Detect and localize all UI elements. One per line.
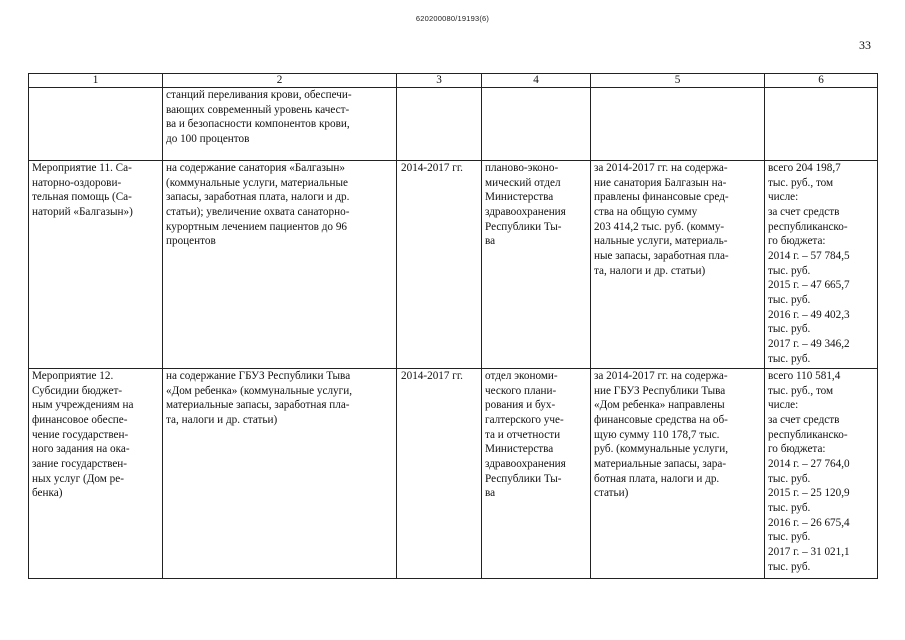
period-cell bbox=[397, 88, 482, 161]
column-number: 1 bbox=[29, 74, 163, 88]
column-number: 5 bbox=[591, 74, 765, 88]
table-row bbox=[29, 369, 878, 579]
table-row bbox=[29, 88, 878, 161]
table-row bbox=[29, 161, 878, 369]
period-cell: 2014-2017 гг. bbox=[397, 161, 482, 369]
column-number-row bbox=[29, 74, 878, 88]
measure-name-cell bbox=[29, 88, 163, 161]
executor-cell: планово-эконо- мический отдел Министерства здравоохранения Республики Ты- ва bbox=[482, 161, 591, 369]
expected-result-cell: на содержание санатория «Балгазын» (коммунальные услуги, материальные запасы, заработная плата, налоги и др. статьи); увеличение охвата санаторно- курортным лечением пациентов до 96 процентов bbox=[163, 161, 397, 369]
funding-cell bbox=[765, 88, 878, 161]
program-measures-table bbox=[28, 73, 878, 579]
execution-info-cell: за 2014-2017 гг. на содержа- ние ГБУЗ Республики Тыва «Дом ребенка» направлены финансовые средства на об- щую сумму 110 178,7 тыс. руб. (коммунальные услуги, материальные запасы, зара- ботная плата, налоги и др. статьи) bbox=[591, 369, 765, 579]
document-id: 620200080/19193(6) bbox=[415, 14, 490, 23]
measure-name-cell: Мероприятие 12. Субсидии бюджет- ным учреждениям на финансовое обеспе- чение государствен- ного задания на ока- зание государствен- ных услуг (Дом ре- бенка) bbox=[29, 369, 163, 579]
column-number: 2 bbox=[163, 74, 397, 88]
expected-result-cell: на содержание ГБУЗ Республики Тыва «Дом ребенка» (коммунальные услуги, материальные запасы, заработная пла- та, налоги и др. статьи) bbox=[163, 369, 397, 579]
period-cell: 2014-2017 гг. bbox=[397, 369, 482, 579]
executor-cell: отдел экономи- ческого плани- рования и бух- галтерского уче- та и отчетности Министерства здравоохранения Республики Ты- ва bbox=[482, 369, 591, 579]
page-number: 33 bbox=[859, 38, 871, 52]
column-number: 6 bbox=[765, 74, 878, 88]
funding-cell: всего 204 198,7 тыс. руб., том числе: за счет средств республиканско- го бюджета: 2014 г. – 57 784,5 тыс. руб. 2015 г. – 47 665,7 тыс. руб. 2016 г. – 49 402,3 тыс. руб. 2017 г. – 49 346,2 тыс. руб. bbox=[765, 161, 878, 369]
column-number: 4 bbox=[482, 74, 591, 88]
funding-cell: всего 110 581,4 тыс. руб., том числе: за счет средств республиканско- го бюджета: 2014 г. – 27 764,0 тыс. руб. 2015 г. – 25 120,9 тыс. руб. 2016 г. – 26 675,4 тыс. руб. 2017 г. – 31 021,1 тыс. руб. bbox=[765, 369, 878, 579]
executor-cell bbox=[482, 88, 591, 161]
column-number: 3 bbox=[397, 74, 482, 88]
execution-info-cell: за 2014-2017 гг. на содержа- ние санатория Балгазын на- правлены финансовые сред- ства на общую сумму 203 414,2 тыс. руб. (комму- нальные услуги, материаль- ные запасы, заработная пла- та, налоги и др. статьи) bbox=[591, 161, 765, 369]
execution-info-cell bbox=[591, 88, 765, 161]
expected-result-cell: станций переливания крови, обеспечи- вающих современный уровень качест- ва и безопасности компонентов крови, до 100 процентов bbox=[163, 88, 397, 161]
measure-name-cell: Мероприятие 11. Са- наторно-оздорови- тельная помощь (Са- наторий «Балгазын») bbox=[29, 161, 163, 369]
